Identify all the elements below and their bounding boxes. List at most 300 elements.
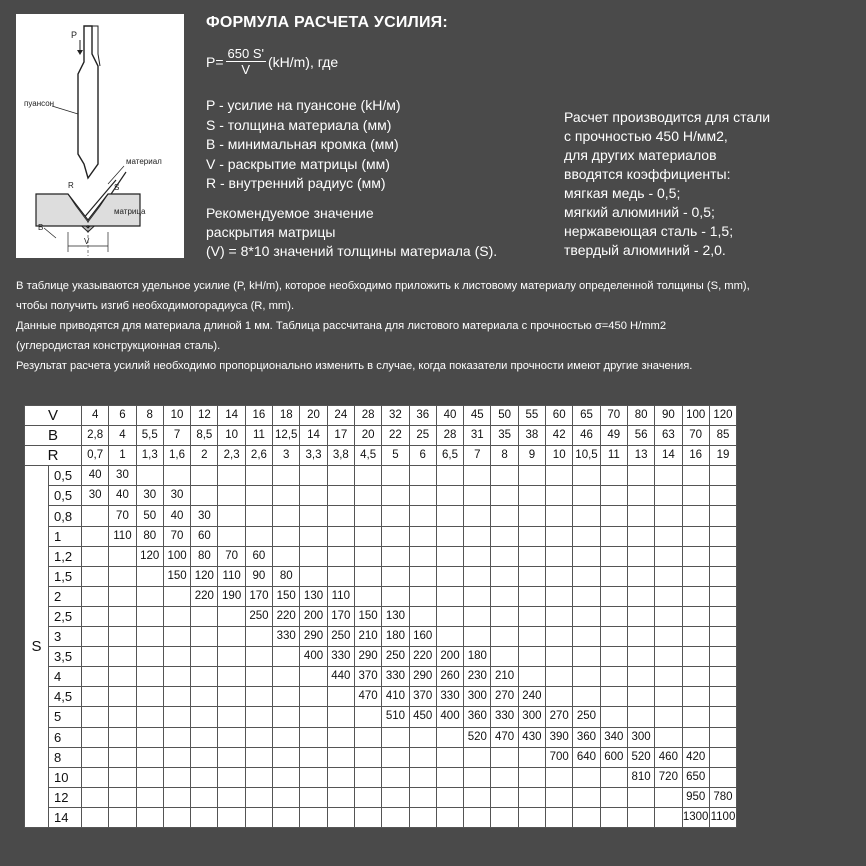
empty-cell: [518, 526, 545, 546]
empty-cell: [245, 747, 272, 767]
force-value-cell: 370: [409, 687, 436, 707]
header-cell-r: 14: [655, 446, 682, 466]
header-cell-v: 14: [218, 406, 245, 426]
force-value-cell: 300: [627, 727, 654, 747]
force-value-cell: 410: [382, 687, 409, 707]
force-value-cell: 290: [354, 647, 381, 667]
empty-cell: [518, 627, 545, 647]
force-value-cell: 520: [627, 747, 654, 767]
empty-cell: [136, 566, 163, 586]
table-row: [25, 486, 737, 506]
empty-cell: [518, 566, 545, 586]
force-value-cell: 120: [191, 566, 218, 586]
force-value-cell: 190: [218, 586, 245, 606]
empty-cell: [709, 747, 736, 767]
empty-cell: [518, 787, 545, 807]
empty-cell: [136, 667, 163, 687]
header-cell-v: 45: [464, 406, 491, 426]
header-cell-r: 3: [273, 446, 300, 466]
empty-cell: [191, 767, 218, 787]
empty-cell: [464, 606, 491, 626]
empty-cell: [109, 647, 136, 667]
empty-cell: [218, 787, 245, 807]
empty-cell: [218, 647, 245, 667]
empty-cell: [409, 807, 436, 827]
force-value-cell: 70: [218, 546, 245, 566]
header-cell-b: 4: [109, 426, 136, 446]
force-value-cell: 110: [109, 526, 136, 546]
calc-line: для других материалов: [564, 147, 717, 163]
label-punch: пуансон: [24, 99, 55, 108]
force-value-cell: 330: [327, 647, 354, 667]
empty-cell: [218, 707, 245, 727]
empty-cell: [546, 687, 573, 707]
header-cell-r: 1: [109, 446, 136, 466]
empty-cell: [136, 747, 163, 767]
header-cell-r: 10,5: [573, 446, 600, 466]
empty-cell: [491, 606, 518, 626]
empty-cell: [354, 486, 381, 506]
header-cell-v: 18: [273, 406, 300, 426]
empty-cell: [709, 667, 736, 687]
empty-cell: [627, 566, 654, 586]
header-cell-v: 32: [382, 406, 409, 426]
empty-cell: [627, 667, 654, 687]
empty-cell: [273, 667, 300, 687]
empty-cell: [627, 687, 654, 707]
formula-denominator: V: [241, 62, 251, 77]
empty-cell: [546, 486, 573, 506]
header-cell-b: 5,5: [136, 426, 163, 446]
empty-cell: [491, 586, 518, 606]
empty-cell: [245, 807, 272, 827]
empty-cell: [273, 506, 300, 526]
calc-line: вводятся коэффициенты:: [564, 166, 731, 182]
force-value-cell: 340: [600, 727, 627, 747]
thickness-cell: 0,5: [49, 486, 82, 506]
empty-cell: [82, 647, 109, 667]
empty-cell: [273, 466, 300, 486]
header-cell-b: 2,8: [82, 426, 109, 446]
empty-cell: [82, 667, 109, 687]
table-row: [25, 747, 737, 767]
empty-cell: [300, 506, 327, 526]
empty-cell: [191, 466, 218, 486]
empty-cell: [136, 466, 163, 486]
empty-cell: [82, 807, 109, 827]
empty-cell: [109, 667, 136, 687]
empty-cell: [163, 807, 190, 827]
paragraph-line: (углеродистая конструкционная сталь).: [16, 340, 221, 352]
empty-cell: [245, 667, 272, 687]
empty-cell: [518, 546, 545, 566]
empty-cell: [327, 707, 354, 727]
empty-cell: [655, 586, 682, 606]
empty-cell: [491, 486, 518, 506]
header-cell-v: 90: [655, 406, 682, 426]
thickness-cell: 10: [49, 767, 82, 787]
thickness-cell: 1: [49, 526, 82, 546]
empty-cell: [546, 667, 573, 687]
row-label-r: R: [25, 446, 82, 466]
empty-cell: [546, 767, 573, 787]
empty-cell: [300, 687, 327, 707]
empty-cell: [109, 747, 136, 767]
thickness-cell: 3,5: [49, 647, 82, 667]
empty-cell: [518, 767, 545, 787]
header-cell-v: 55: [518, 406, 545, 426]
force-value-cell: 30: [136, 486, 163, 506]
empty-cell: [327, 466, 354, 486]
force-value-cell: 360: [573, 727, 600, 747]
empty-cell: [300, 787, 327, 807]
empty-cell: [436, 606, 463, 626]
empty-cell: [709, 606, 736, 626]
force-value-cell: 70: [109, 506, 136, 526]
thickness-cell: 4,5: [49, 687, 82, 707]
empty-cell: [627, 526, 654, 546]
table-row: [25, 787, 737, 807]
empty-cell: [191, 647, 218, 667]
empty-cell: [191, 687, 218, 707]
force-value-cell: 100: [163, 546, 190, 566]
empty-cell: [436, 546, 463, 566]
empty-cell: [163, 647, 190, 667]
empty-cell: [300, 486, 327, 506]
empty-cell: [491, 566, 518, 586]
force-value-cell: 330: [436, 687, 463, 707]
header-cell-b: 22: [382, 426, 409, 446]
empty-cell: [491, 506, 518, 526]
header-cell-b: 31: [464, 426, 491, 446]
force-value-cell: 360: [464, 707, 491, 727]
empty-cell: [491, 466, 518, 486]
empty-cell: [109, 566, 136, 586]
force-value-cell: 950: [682, 787, 709, 807]
empty-cell: [600, 787, 627, 807]
recommend-line: Рекомендуемое значение: [206, 205, 374, 221]
force-value-cell: 210: [491, 667, 518, 687]
empty-cell: [573, 586, 600, 606]
empty-cell: [464, 586, 491, 606]
label-v: V: [84, 237, 90, 246]
empty-cell: [354, 727, 381, 747]
empty-cell: [464, 546, 491, 566]
empty-cell: [109, 727, 136, 747]
empty-cell: [491, 647, 518, 667]
empty-cell: [300, 747, 327, 767]
header-cell-v: 24: [327, 406, 354, 426]
empty-cell: [163, 586, 190, 606]
empty-cell: [409, 787, 436, 807]
empty-cell: [191, 787, 218, 807]
header-cell-r: 9: [518, 446, 545, 466]
empty-cell: [300, 566, 327, 586]
force-value-cell: 600: [600, 747, 627, 767]
force-value-cell: 450: [409, 707, 436, 727]
header-cell-b: 20: [354, 426, 381, 446]
empty-cell: [82, 707, 109, 727]
force-value-cell: 80: [191, 546, 218, 566]
description-paragraph: [16, 276, 856, 376]
empty-cell: [655, 606, 682, 626]
empty-cell: [354, 546, 381, 566]
table-row: [25, 466, 737, 486]
header-cell-r: 13: [627, 446, 654, 466]
force-value-cell: 370: [354, 667, 381, 687]
empty-cell: [600, 647, 627, 667]
empty-cell: [300, 667, 327, 687]
empty-cell: [409, 566, 436, 586]
empty-cell: [300, 767, 327, 787]
empty-cell: [573, 767, 600, 787]
force-value-cell: 400: [300, 647, 327, 667]
empty-cell: [82, 767, 109, 787]
force-value-cell: 330: [491, 707, 518, 727]
empty-cell: [600, 466, 627, 486]
empty-cell: [163, 747, 190, 767]
empty-cell: [436, 486, 463, 506]
paragraph-line: чтобы получить изгиб необходимогорадиуса (R, mm).: [16, 300, 295, 312]
press-brake-diagram: [16, 14, 184, 258]
force-value-cell: 520: [464, 727, 491, 747]
empty-cell: [518, 486, 545, 506]
empty-cell: [136, 627, 163, 647]
force-value-cell: 110: [327, 586, 354, 606]
empty-cell: [600, 606, 627, 626]
force-table-panel: [16, 395, 756, 855]
empty-cell: [546, 506, 573, 526]
empty-cell: [382, 506, 409, 526]
empty-cell: [273, 707, 300, 727]
force-value-cell: 470: [354, 687, 381, 707]
empty-cell: [382, 787, 409, 807]
empty-cell: [273, 526, 300, 546]
empty-cell: [245, 506, 272, 526]
empty-cell: [436, 787, 463, 807]
header-cell-r: 10: [546, 446, 573, 466]
empty-cell: [573, 606, 600, 626]
empty-cell: [273, 687, 300, 707]
force-value-cell: 90: [245, 566, 272, 586]
empty-cell: [82, 606, 109, 626]
empty-cell: [573, 466, 600, 486]
material-coefficients: [564, 108, 770, 260]
empty-cell: [218, 727, 245, 747]
empty-cell: [82, 506, 109, 526]
force-value-cell: 270: [546, 707, 573, 727]
empty-cell: [354, 586, 381, 606]
force-value-cell: 300: [464, 687, 491, 707]
empty-cell: [354, 566, 381, 586]
table-row: [25, 506, 737, 526]
empty-cell: [573, 546, 600, 566]
empty-cell: [245, 627, 272, 647]
empty-cell: [491, 807, 518, 827]
force-value-cell: 200: [300, 606, 327, 626]
force-value-cell: 250: [245, 606, 272, 626]
empty-cell: [327, 767, 354, 787]
recommend-line: раскрытия матрицы: [206, 224, 336, 240]
empty-cell: [464, 526, 491, 546]
empty-cell: [327, 727, 354, 747]
empty-cell: [136, 807, 163, 827]
empty-cell: [682, 667, 709, 687]
empty-cell: [573, 506, 600, 526]
empty-cell: [600, 767, 627, 787]
empty-cell: [436, 506, 463, 526]
force-value-cell: 170: [327, 606, 354, 626]
force-value-cell: 440: [327, 667, 354, 687]
empty-cell: [709, 586, 736, 606]
empty-cell: [218, 667, 245, 687]
empty-cell: [655, 647, 682, 667]
header-cell-r: 16: [682, 446, 709, 466]
header-cell-v: 40: [436, 406, 463, 426]
paragraph-line: Результат расчета усилий необходимо пропорционально изменить в случае, когда показатели прочности имеют другие значения.: [16, 360, 693, 372]
table-row: [25, 667, 737, 687]
empty-cell: [655, 486, 682, 506]
force-value-cell: 50: [136, 506, 163, 526]
empty-cell: [655, 506, 682, 526]
empty-cell: [627, 807, 654, 827]
empty-cell: [546, 606, 573, 626]
empty-cell: [273, 787, 300, 807]
force-value-cell: 650: [682, 767, 709, 787]
empty-cell: [273, 747, 300, 767]
header-cell-v: 20: [300, 406, 327, 426]
empty-cell: [82, 526, 109, 546]
header-cell-r: 2,6: [245, 446, 272, 466]
empty-cell: [464, 747, 491, 767]
empty-cell: [655, 687, 682, 707]
header-cell-r: 5: [382, 446, 409, 466]
header-cell-v: 28: [354, 406, 381, 426]
empty-cell: [191, 727, 218, 747]
thickness-cell: 2: [49, 586, 82, 606]
empty-cell: [382, 586, 409, 606]
empty-cell: [627, 787, 654, 807]
empty-cell: [109, 586, 136, 606]
force-value-cell: 400: [436, 707, 463, 727]
empty-cell: [327, 546, 354, 566]
header-cell-r: 4,5: [354, 446, 381, 466]
empty-cell: [491, 747, 518, 767]
empty-cell: [191, 486, 218, 506]
empty-cell: [464, 767, 491, 787]
empty-cell: [191, 606, 218, 626]
empty-cell: [655, 707, 682, 727]
header-cell-r: 8: [491, 446, 518, 466]
empty-cell: [436, 767, 463, 787]
empty-cell: [109, 687, 136, 707]
force-value-cell: 170: [245, 586, 272, 606]
thickness-cell: 2,5: [49, 606, 82, 626]
empty-cell: [546, 807, 573, 827]
thickness-cell: 6: [49, 727, 82, 747]
empty-cell: [436, 586, 463, 606]
empty-cell: [627, 707, 654, 727]
empty-cell: [191, 627, 218, 647]
empty-cell: [600, 807, 627, 827]
header-cell-b: 11: [245, 426, 272, 446]
empty-cell: [163, 767, 190, 787]
empty-cell: [491, 787, 518, 807]
empty-cell: [136, 647, 163, 667]
empty-cell: [109, 606, 136, 626]
empty-cell: [709, 647, 736, 667]
empty-cell: [136, 606, 163, 626]
empty-cell: [163, 667, 190, 687]
force-value-cell: 30: [163, 486, 190, 506]
force-value-cell: 470: [491, 727, 518, 747]
calc-line: с прочностью 450 Н/мм2,: [564, 128, 728, 144]
empty-cell: [136, 586, 163, 606]
empty-cell: [518, 667, 545, 687]
empty-cell: [655, 526, 682, 546]
empty-cell: [163, 627, 190, 647]
empty-cell: [109, 546, 136, 566]
empty-cell: [573, 647, 600, 667]
force-value-cell: 300: [518, 707, 545, 727]
empty-cell: [82, 747, 109, 767]
header-cell-b: 10: [218, 426, 245, 446]
empty-cell: [409, 767, 436, 787]
force-value-cell: 150: [354, 606, 381, 626]
header-cell-v: 4: [82, 406, 109, 426]
table-row: [25, 707, 737, 727]
empty-cell: [245, 727, 272, 747]
empty-cell: [573, 566, 600, 586]
table-row: [25, 586, 737, 606]
calc-line: Расчет производится для стали: [564, 109, 771, 125]
force-value-cell: 180: [382, 627, 409, 647]
empty-cell: [273, 647, 300, 667]
empty-cell: [491, 526, 518, 546]
calc-line: нержавеющая сталь - 1,5;: [564, 223, 734, 239]
empty-cell: [245, 647, 272, 667]
force-value-cell: 30: [82, 486, 109, 506]
empty-cell: [409, 747, 436, 767]
empty-cell: [627, 506, 654, 526]
empty-cell: [709, 546, 736, 566]
empty-cell: [573, 627, 600, 647]
formula: [206, 46, 338, 77]
force-value-cell: 80: [136, 526, 163, 546]
recommendation: [206, 204, 497, 261]
empty-cell: [191, 747, 218, 767]
force-value-cell: 250: [382, 647, 409, 667]
table-row: [25, 687, 737, 707]
empty-cell: [191, 707, 218, 727]
force-value-cell: 780: [709, 787, 736, 807]
header-cell-b: 35: [491, 426, 518, 446]
header-cell-r: 6,5: [436, 446, 463, 466]
empty-cell: [327, 526, 354, 546]
empty-cell: [163, 707, 190, 727]
force-value-cell: 230: [464, 667, 491, 687]
empty-cell: [573, 667, 600, 687]
row-label-b: B: [25, 426, 82, 446]
thickness-cell: 0,8: [49, 506, 82, 526]
force-value-cell: 220: [273, 606, 300, 626]
empty-cell: [409, 526, 436, 546]
recommend-line: (V) = 8*10 значений толщины материала (S).: [206, 243, 498, 259]
empty-cell: [491, 627, 518, 647]
empty-cell: [327, 486, 354, 506]
header-cell-b: 46: [573, 426, 600, 446]
force-value-cell: 60: [245, 546, 272, 566]
